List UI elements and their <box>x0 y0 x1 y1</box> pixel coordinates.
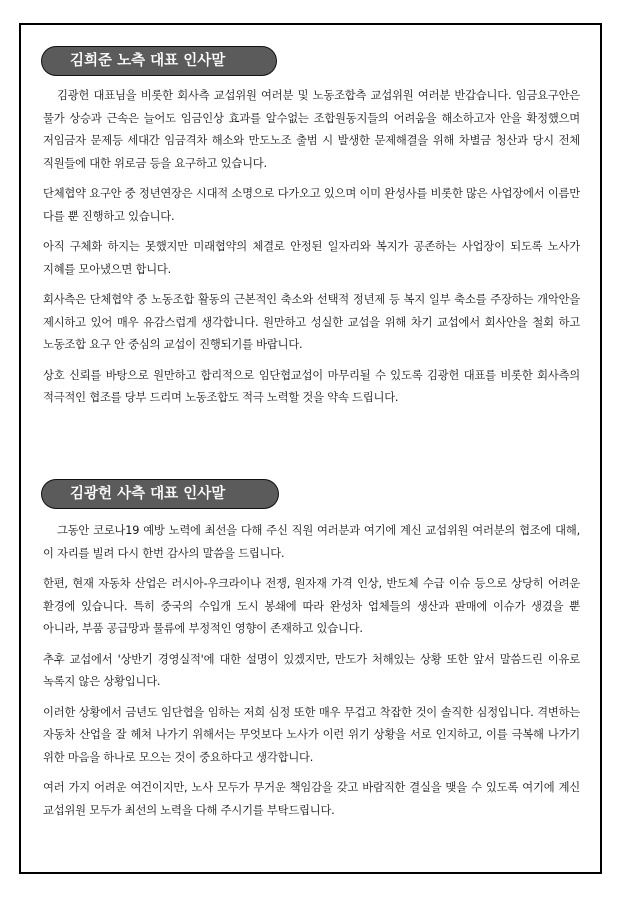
section2-title: 김광헌 사측 대표 인사말 <box>42 480 278 508</box>
section1-paragraph: 단체협약 요구안 중 정년연장은 시대적 소명으로 다가오고 있으며 이미 완성사를 비롯한 많은 사업장에서 이름만 다를 뿐 진행하고 있습니다. <box>43 187 580 223</box>
section1-paragraph: 아직 구체화 하지는 못했지만 미래협약의 체결로 안정된 일자리와 복지가 공존하는 사업장이 되도록 노사가 지혜를 모아냈으면 합니다. <box>43 240 580 276</box>
section2-paragraph: 추후 교섭에서 '상반기 경영실적'에 대한 설명이 있겠지만, 만도가 처해있는 상황 또한 앞서 말씀드린 이유로 녹록지 않은 상황입니다. <box>43 652 580 688</box>
section1-body <box>43 85 580 418</box>
section2-paragraph: 한편, 현재 자동차 산업은 러시아-우크라이나 전쟁, 원자재 가격 인상, 반도체 수급 이슈 등으로 상당히 어려운 환경에 있습니다. 특히 중국의 수입개 도시 봉쇄에 따라 완성차 업체들의 생산과 판매에 이슈가 생겼을 뿐 아니라, 부품 공급망과 물류에 부정적인 영향이 존재하고 있습니다. <box>43 577 580 635</box>
section2-paragraph: 여러 가지 어려운 여건이지만, 노사 모두가 무거운 책임감을 갖고 바람직한 결실을 맺을 수 있도록 여기에 계신 교섭위원 모두가 최선의 노력을 다해 주시기를 부탁드립니다. <box>43 781 580 817</box>
section2-paragraph: 이러한 상황에서 금년도 임단협을 임하는 저희 심정 또한 매우 무겁고 착잡한 것이 솔직한 심정입니다. 격변하는 자동차 산업을 잘 헤쳐 나가기 위해서는 무엇보다 노사가 이런 위기 상황을 서로 인지하고, 이를 극복해 나가기 위한 마음을 하나로 모으는 것이 중요하다고 생각합니다. <box>43 705 580 764</box>
section1-paragraph: 상호 신뢰를 바탕으로 원만하고 합리적으로 임단협교섭이 마무리될 수 있도록 김광헌 대표를 비롯한 회사측의 적극적인 협조를 당부 드리며 노동조합도 적극 노력할 것을 약속 드립니다. <box>43 368 580 404</box>
section1-paragraph: 김광헌 대표님을 비롯한 회사측 교섭위원 여러분 및 노동조합측 교섭위원 여러분 반갑습니다. 임금요구안은 물가 상승과 근속은 늘어도 임금인상 효과를 알수없는 조합원동지들의 어려움을 해소하고자 안을 확정했으며 저임금자 문제등 세대간 임금격차 해소와 만도노조 출범 시 발생한 문제해결을 위해 차별금 청산과 당시 전체 직원들에 대한 위로금 등을 요구하고 있습니다. <box>43 89 580 170</box>
section2-paragraph: 그동안 코로나19 예방 노력에 최선을 다해 주신 직원 여러분과 여기에 계신 교섭위원 여러분의 협조에 대해, 이 자리를 빌려 다시 한번 감사의 말씀을 드립니다. <box>43 524 580 560</box>
section2-body <box>43 520 580 830</box>
section1-title: 김희준 노측 대표 인사말 <box>42 47 276 75</box>
section1-paragraph: 회사측은 단체협약 중 노동조합 활동의 근본적인 축소와 선택적 정년제 등 복지 일부 축소를 주장하는 개악안을 제시하고 있어 매우 유감스럽게 생각합니다. 원만하고 성실한 교섭을 위해 차기 교섭에서 회사안을 철회 하고 노동조합 요구 안 중심의 교섭이 진행되기를 바랍니다. <box>43 293 580 351</box>
document-page <box>19 23 602 874</box>
